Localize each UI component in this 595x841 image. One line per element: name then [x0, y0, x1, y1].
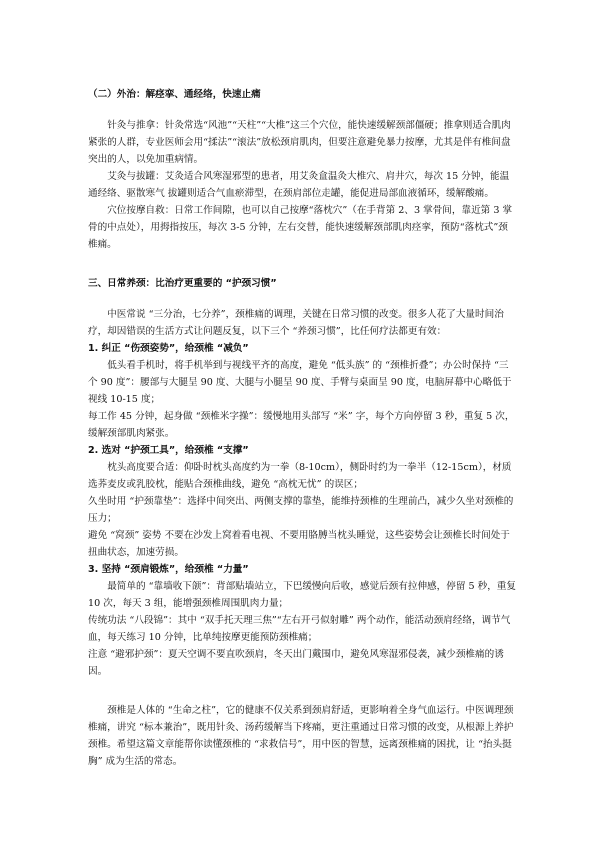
- document-body: [88, 86, 516, 770]
- section-heading-external-treatment: （二）外治：解痉挛、通经络，快速止痛: [88, 89, 261, 100]
- paragraph-acupoint-self-massage: 穴位按摩自救：日常工作间隙，也可以自己按摩“落枕穴”（在手背第 2、3 掌骨间，靠近第 3 掌骨的中点处），用拇指按压，每次 3-5 分钟，左右交替，能快速缓解颈部肌肉痉挛，预防“落枕式”颈椎痛。: [88, 205, 513, 250]
- paragraph-baduanjin: 传统功法 “八段锦”：其中 “双手托天理三焦”“左右开弓似射雕” 两个动作，能活动颈肩经络，调节气血，每天练习 10 分钟，比单纯按摩更能预防颈椎痛；: [88, 615, 511, 643]
- section-heading-daily-care: 三、日常养颈：比治疗更重要的 “护颈习惯”: [88, 278, 277, 289]
- paragraph-cushion: 久坐时用 “护颈靠垫”：选择中间突出、两侧支撑的靠垫，能维持颈椎的生理前凸，减少久坐对颈椎的压力；: [88, 496, 514, 524]
- paragraph-posture-1: 低头看手机时，将手机举到与视线平齐的高度，避免 “低头族” 的 “颈椎折叠”；办公时保持 “三个 90 度”：腰部与大腿呈 90 度、大腿与小腿呈 90 度、手臂与桌面呈 90 度，电脑屏幕中心略低于视线 10-15 度；: [88, 360, 512, 405]
- item-title-posture: 1. 纠正 “伤颈姿势”，给颈椎 “减负”: [88, 343, 249, 354]
- paragraph-daily-care-intro: 中医常说 “三分治，七分养”，颈椎痛的调理，关键在日常习惯的改变。很多人花了大量时间治疗，却因错误的生活方式让问题反复，以下三个 “养颈习惯”，比任何疗法都更有效：: [88, 309, 504, 337]
- item-title-exercise: 3. 坚持 “颈肩锻炼”，给颈椎 “力量”: [88, 564, 249, 575]
- paragraph-avoid-slouch: 避免 “窝颈” 姿势 不要在沙发上窝着看电视、不要用胳膊当枕头睡觉，这些姿势会让颈椎长时间处于扭曲状态，加速劳损。: [88, 530, 510, 558]
- item-title-neck-tools: 2. 选对 “护颈工具”，给颈椎 “支撑”: [88, 445, 249, 456]
- paragraph-avoid-cold: 注意 “避邪护颈”：夏天空调不要直吹颈肩，冬天出门戴围巾，避免风寒湿邪侵袭，减少颈椎痛的诱因。: [88, 649, 504, 677]
- paragraph-moxibustion-cupping: 艾灸与拔罐：艾灸适合风寒湿邪型的患者，用艾灸盒温灸大椎穴、肩井穴，每次 15 分钟，能温通经络、驱散寒气 拔罐则适合气血瘀滞型，在颈肩部位走罐，能促进局部血液循环，缓解酸痛。: [88, 171, 510, 199]
- paragraph-posture-2: 每工作 45 分钟，起身做 “颈椎米字操”：缓慢地用头部写 “米” 字，每个方向停留 3 秒，重复 5 次，缓解颈部肌肉紧张。: [88, 411, 515, 439]
- paragraph-closing: 颈椎是人体的 “生命之柱”，它的健康不仅关系到颈肩舒适，更影响着全身气血运行。中医调理颈椎痛，讲究 “标本兼治”，既用针灸、汤药缓解当下疼痛，更注重通过日常习惯的改变，从根源上养护颈椎。希望这篇文章能帮你读懂颈椎的 “求救信号”，用中医的智慧，远离颈椎痛的困扰，让 “抬头挺胸” 成为生活的常态。: [88, 705, 514, 767]
- paragraph-acupuncture-massage: 针灸与推拿：针灸常选“风池”“天柱”“大椎”这三个穴位，能快速缓解颈部僵硬；推拿则适合肌肉紧张的人群，专业医师会用“揉法”“滚法”放松颈肩肌肉，但要注意避免暴力按摩，尤其是伴有椎间盘突出的人，以免加重病情。: [88, 120, 511, 165]
- paragraph-chin-tuck: 最简单的 “靠墙收下颌”：背部贴墙站立，下巴缓慢向后收，感觉后颈有拉伸感，停留 5 秒，重复 10 次，每天 3 组，能增强颈椎周围肌肉力量；: [88, 581, 516, 609]
- paragraph-pillow: 枕头高度要合适：仰卧时枕头高度约为一拳（8-10cm），侧卧时约为一拳半（12-15cm），材质选荞麦皮或乳胶枕，能贴合颈椎曲线，避免 “高枕无忧” 的误区；: [88, 462, 512, 490]
